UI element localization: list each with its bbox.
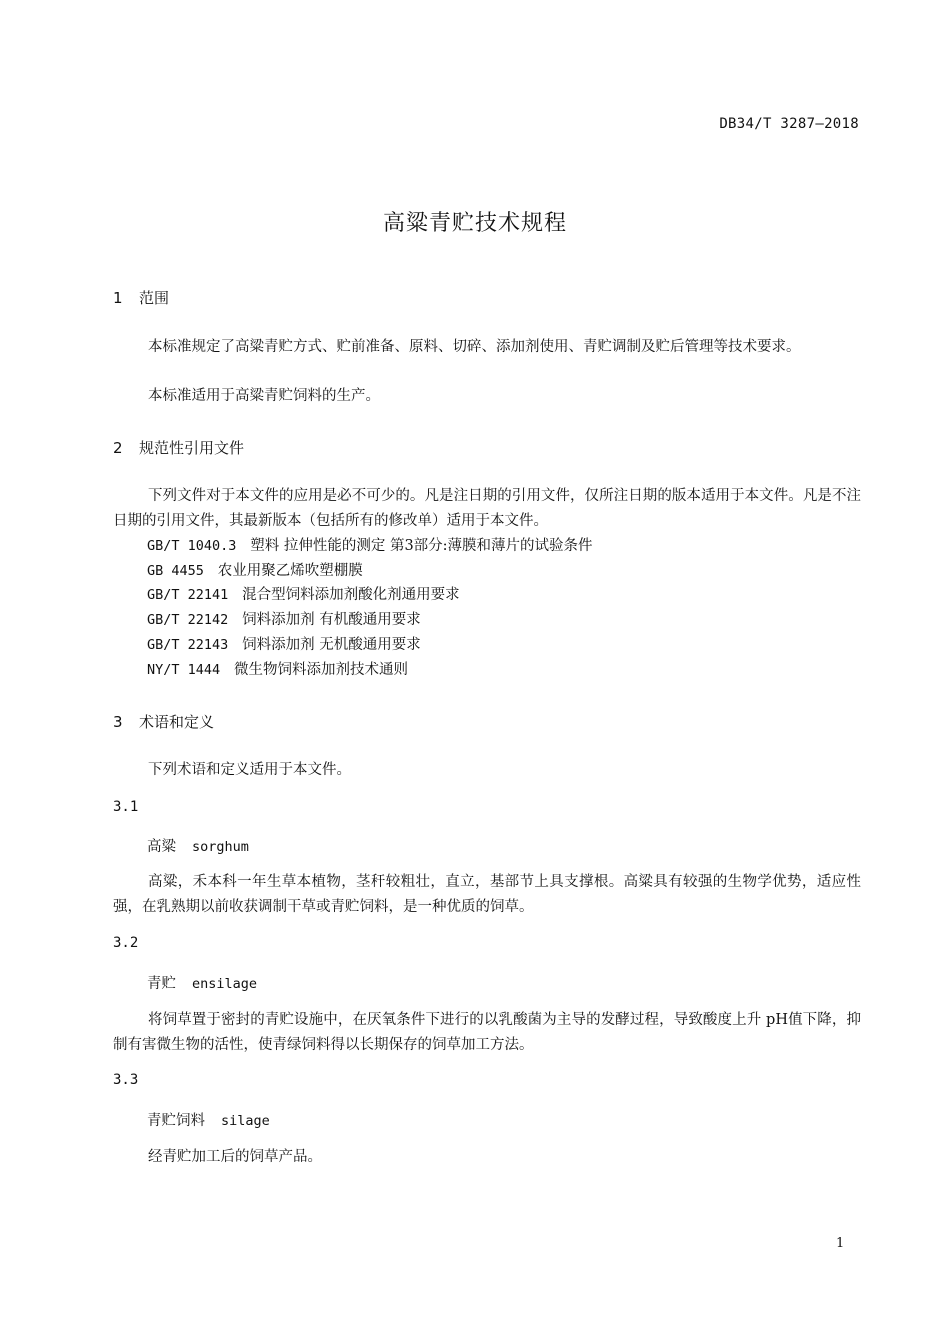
term-english: silage xyxy=(221,1113,270,1129)
section-heading-scope xyxy=(113,287,169,308)
reference-item xyxy=(147,583,593,608)
reference-title: 饲料添加剂 无机酸通用要求 xyxy=(242,636,421,653)
term-english: sorghum xyxy=(192,839,249,855)
reference-item xyxy=(147,559,593,584)
section-title: 规范性引用文件 xyxy=(139,439,245,457)
reference-code: GB/T 22143 xyxy=(147,636,229,653)
reference-item xyxy=(147,608,593,633)
reference-title: 塑料 拉伸性能的测定 第3部分:薄膜和薄片的试验条件 xyxy=(250,538,593,554)
section-heading-normative-references xyxy=(113,437,244,458)
scope-paragraph-1: 本标准规定了高粱青贮方式、贮前准备、原料、切碎、添加剂使用、青贮调制及贮后管理等技术要求。 xyxy=(148,339,801,355)
section-heading-terms-definitions xyxy=(113,711,214,732)
page-number: 1 xyxy=(836,1236,845,1251)
term-entry xyxy=(147,835,249,856)
reference-title: 混合型饲料添加剂酸化剂通用要求 xyxy=(242,587,460,604)
term-chinese: 青贮 xyxy=(147,976,176,992)
reference-code: GB/T 22141 xyxy=(147,587,229,604)
reference-code: GB/T 22142 xyxy=(147,612,229,629)
reference-list xyxy=(147,534,593,682)
term-number: 3.2 xyxy=(113,935,139,951)
reference-code: GB/T 1040.3 xyxy=(147,538,237,554)
term-number: 3.1 xyxy=(113,799,139,815)
section-number: 3 xyxy=(113,713,123,731)
reference-item xyxy=(147,658,593,683)
section-title: 范围 xyxy=(139,289,170,307)
document-title: 高粱青贮技术规程 xyxy=(382,211,567,236)
section-title: 术语和定义 xyxy=(139,713,215,731)
term-chinese: 青贮饲料 xyxy=(147,1113,205,1129)
reference-item xyxy=(147,633,593,658)
reference-item xyxy=(147,534,593,559)
reference-title: 微生物饲料添加剂技术通则 xyxy=(233,661,408,678)
standard-number: DB34/T 3287—2018 xyxy=(719,116,859,132)
term-entry xyxy=(147,972,257,993)
reference-title: 农业用聚乙烯吹塑棚膜 xyxy=(217,562,363,579)
term-number: 3.3 xyxy=(113,1072,139,1088)
term-definition: 将饲草置于密封的青贮设施中，在厌氧条件下进行的以乳酸菌为主导的发酵过程，导致酸度上升 pH值下降，抑制有害微生物的活性，使青绿饲料得以长期保存的饲草加工方法。 xyxy=(113,1012,861,1053)
term-english: ensilage xyxy=(192,976,258,992)
scope-paragraph-2: 本标准适用于高粱青贮饲料的生产。 xyxy=(148,388,380,404)
section-number: 1 xyxy=(113,289,123,307)
term-chinese: 高粱 xyxy=(147,839,176,855)
reference-code: GB 4455 xyxy=(147,562,204,579)
reference-code: NY/T 1444 xyxy=(147,661,221,678)
terms-intro: 下列术语和定义适用于本文件。 xyxy=(148,762,351,778)
term-definition: 经青贮加工后的饲草产品。 xyxy=(148,1149,322,1165)
term-definition: 高粱，禾本科一年生草本植物，茎秆较粗壮，直立，基部节上具支撑根。高粱具有较强的生物学优势，适应性强，在乳熟期以前收获调制干草或青贮饲料，是一种优质的饲草。 xyxy=(113,874,861,915)
references-intro: 下列文件对于本文件的应用是必不可少的。凡是注日期的引用文件，仅所注日期的版本适用于本文件。凡是不注日期的引用文件，其最新版本（包括所有的修改单）适用于本文件。 xyxy=(113,488,861,529)
term-entry xyxy=(147,1109,270,1130)
section-number: 2 xyxy=(113,439,123,457)
reference-title: 饲料添加剂 有机酸通用要求 xyxy=(242,612,421,629)
